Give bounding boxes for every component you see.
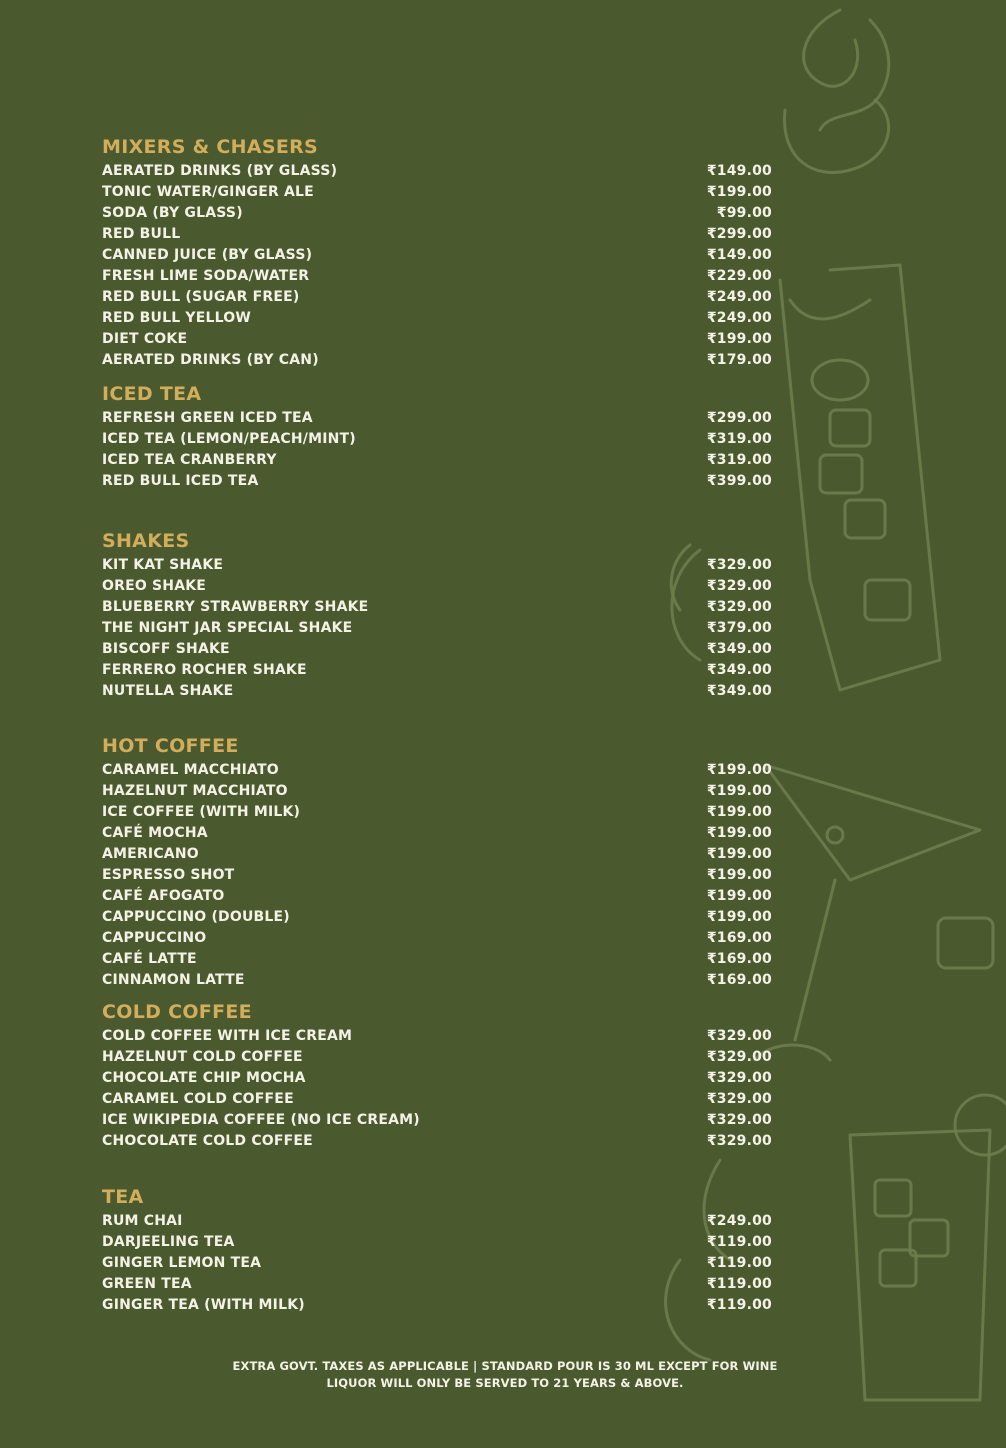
item-name: CARAMEL MACCHIATO (102, 762, 279, 778)
item-price: ₹199.00 (706, 846, 772, 862)
footer-line-taxes: EXTRA GOVT. TAXES AS APPLICABLE | STANDARD POUR IS 30 ML EXCEPT FOR WINE (232, 1359, 778, 1373)
menu-item (102, 203, 772, 224)
item-name: CHOCOLATE COLD COFFEE (102, 1133, 313, 1149)
menu-item (102, 886, 772, 907)
menu-item (102, 907, 772, 928)
item-price: ₹199.00 (706, 804, 772, 820)
item-name: ICE COFFEE (WITH MILK) (102, 804, 301, 820)
menu-item (102, 308, 772, 329)
item-price: ₹319.00 (706, 452, 772, 468)
item-price: ₹199.00 (706, 184, 772, 200)
menu-item (102, 844, 772, 865)
item-name: BISCOFF SHAKE (102, 641, 230, 657)
section-title: HOT COFFEE (102, 735, 239, 757)
menu-item (102, 1089, 772, 1110)
menu-item (102, 1026, 772, 1047)
item-name: CAPPUCCINO (102, 930, 207, 946)
section-title: SHAKES (102, 530, 190, 552)
footer-notice (200, 1358, 810, 1392)
item-name: THE NIGHT JAR SPECIAL SHAKE (102, 620, 353, 636)
section-iced-tea (102, 381, 772, 492)
item-price: ₹249.00 (706, 310, 772, 326)
item-price: ₹329.00 (706, 1049, 772, 1065)
item-name: GREEN TEA (102, 1276, 192, 1292)
item-price: ₹169.00 (706, 972, 772, 988)
item-name: CAPPUCCINO (DOUBLE) (102, 909, 290, 925)
menu-item (102, 823, 772, 844)
section-tea (102, 1184, 772, 1316)
item-price: ₹179.00 (706, 352, 772, 368)
item-name: ICED TEA (LEMON/PEACH/MINT) (102, 431, 356, 447)
menu-item (102, 802, 772, 823)
item-name: NUTELLA SHAKE (102, 683, 234, 699)
item-name: ICED TEA CRANBERRY (102, 452, 277, 468)
item-name: CARAMEL COLD COFFEE (102, 1091, 294, 1107)
item-price: ₹119.00 (706, 1255, 772, 1271)
menu-item (102, 266, 772, 287)
item-price: ₹199.00 (706, 762, 772, 778)
menu-item (102, 182, 772, 203)
section-shakes (102, 528, 772, 702)
menu-item (102, 1131, 772, 1152)
menu-item (102, 224, 772, 245)
menu-item (102, 928, 772, 949)
item-name: KIT KAT SHAKE (102, 557, 224, 573)
item-price: ₹329.00 (706, 1091, 772, 1107)
item-price: ₹119.00 (706, 1234, 772, 1250)
menu-item (102, 949, 772, 970)
item-price: ₹349.00 (706, 662, 772, 678)
item-price: ₹249.00 (706, 289, 772, 305)
section-mixers-chasers (102, 134, 772, 371)
item-price: ₹319.00 (706, 431, 772, 447)
menu-item (102, 429, 772, 450)
menu-item (102, 1211, 772, 1232)
menu-item (102, 970, 772, 991)
menu-item (102, 287, 772, 308)
item-name: AERATED DRINKS (BY CAN) (102, 352, 319, 368)
footer-line-age: LIQUOR WILL ONLY BE SERVED TO 21 YEARS & ABOVE. (326, 1376, 684, 1390)
item-name: AERATED DRINKS (BY GLASS) (102, 163, 338, 179)
item-name: OREO SHAKE (102, 578, 207, 594)
item-name: CINNAMON LATTE (102, 972, 245, 988)
menu-item (102, 760, 772, 781)
item-name: ICE WIKIPEDIA COFFEE (NO ICE CREAM) (102, 1112, 420, 1128)
item-price: ₹199.00 (706, 825, 772, 841)
menu-item (102, 865, 772, 886)
item-name: COLD COFFEE WITH ICE CREAM (102, 1028, 353, 1044)
item-price: ₹229.00 (706, 268, 772, 284)
item-name: DIET COKE (102, 331, 188, 347)
menu-item (102, 1068, 772, 1089)
item-price: ₹329.00 (706, 599, 772, 615)
item-price: ₹169.00 (706, 930, 772, 946)
item-price: ₹329.00 (706, 1028, 772, 1044)
item-name: CAFÉ LATTE (102, 951, 197, 967)
item-name: CANNED JUICE (BY GLASS) (102, 247, 313, 263)
item-name: CHOCOLATE CHIP MOCHA (102, 1070, 306, 1086)
menu-item (102, 408, 772, 429)
item-price: ₹149.00 (706, 247, 772, 263)
item-price: ₹349.00 (706, 683, 772, 699)
item-name: BLUEBERRY STRAWBERRY SHAKE (102, 599, 369, 615)
menu-item (102, 781, 772, 802)
item-name: HAZELNUT COLD COFFEE (102, 1049, 303, 1065)
item-name: RUM CHAI (102, 1213, 183, 1229)
item-price: ₹329.00 (706, 1112, 772, 1128)
item-price: ₹299.00 (706, 226, 772, 242)
item-price: ₹119.00 (706, 1276, 772, 1292)
item-name: RED BULL (SUGAR FREE) (102, 289, 300, 305)
item-price: ₹199.00 (706, 909, 772, 925)
section-title: COLD COFFEE (102, 1001, 252, 1023)
menu-item (102, 1253, 772, 1274)
item-price: ₹149.00 (706, 163, 772, 179)
item-price: ₹329.00 (706, 578, 772, 594)
item-name: GINGER TEA (WITH MILK) (102, 1297, 305, 1313)
menu-item (102, 1232, 772, 1253)
item-name: DARJEELING TEA (102, 1234, 235, 1250)
item-price: ₹349.00 (706, 641, 772, 657)
menu-item (102, 161, 772, 182)
item-price: ₹329.00 (706, 557, 772, 573)
menu-item (102, 555, 772, 576)
item-price: ₹99.00 (716, 205, 772, 221)
item-price: ₹329.00 (706, 1070, 772, 1086)
item-price: ₹199.00 (706, 783, 772, 799)
item-name: GINGER LEMON TEA (102, 1255, 262, 1271)
menu-item (102, 1274, 772, 1295)
section-title: ICED TEA (102, 383, 202, 405)
section-title: MIXERS & CHASERS (102, 136, 319, 158)
menu-item (102, 1047, 772, 1068)
item-price: ₹249.00 (706, 1213, 772, 1229)
section-title: TEA (102, 1186, 144, 1208)
item-price: ₹119.00 (706, 1297, 772, 1313)
item-name: FERRERO ROCHER SHAKE (102, 662, 307, 678)
item-name: RED BULL (102, 226, 181, 242)
item-name: HAZELNUT MACCHIATO (102, 783, 288, 799)
item-name: TONIC WATER/GINGER ALE (102, 184, 314, 200)
item-price: ₹399.00 (706, 473, 772, 489)
menu-item (102, 350, 772, 371)
item-name: CAFÉ MOCHA (102, 825, 208, 841)
item-name: AMERICANO (102, 846, 199, 862)
item-name: CAFÉ AFOGATO (102, 888, 225, 904)
item-name: RED BULL ICED TEA (102, 473, 259, 489)
item-price: ₹299.00 (706, 410, 772, 426)
menu-item (102, 1110, 772, 1131)
item-price: ₹199.00 (706, 331, 772, 347)
menu-item (102, 245, 772, 266)
menu-item (102, 471, 772, 492)
item-name: RED BULL YELLOW (102, 310, 251, 326)
item-price: ₹169.00 (706, 951, 772, 967)
item-price: ₹329.00 (706, 1133, 772, 1149)
item-name: FRESH LIME SODA/WATER (102, 268, 310, 284)
menu-item (102, 597, 772, 618)
menu-item (102, 681, 772, 702)
item-name: ESPRESSO SHOT (102, 867, 235, 883)
item-price: ₹199.00 (706, 888, 772, 904)
item-name: REFRESH GREEN ICED TEA (102, 410, 313, 426)
menu-item (102, 639, 772, 660)
menu-item (102, 660, 772, 681)
item-price: ₹199.00 (706, 867, 772, 883)
menu-item (102, 576, 772, 597)
menu-item (102, 618, 772, 639)
menu-item (102, 329, 772, 350)
item-name: SODA (BY GLASS) (102, 205, 243, 221)
menu-item (102, 450, 772, 471)
section-hot-coffee (102, 733, 772, 991)
item-price: ₹379.00 (706, 620, 772, 636)
section-cold-coffee (102, 999, 772, 1152)
menu-item (102, 1295, 772, 1316)
